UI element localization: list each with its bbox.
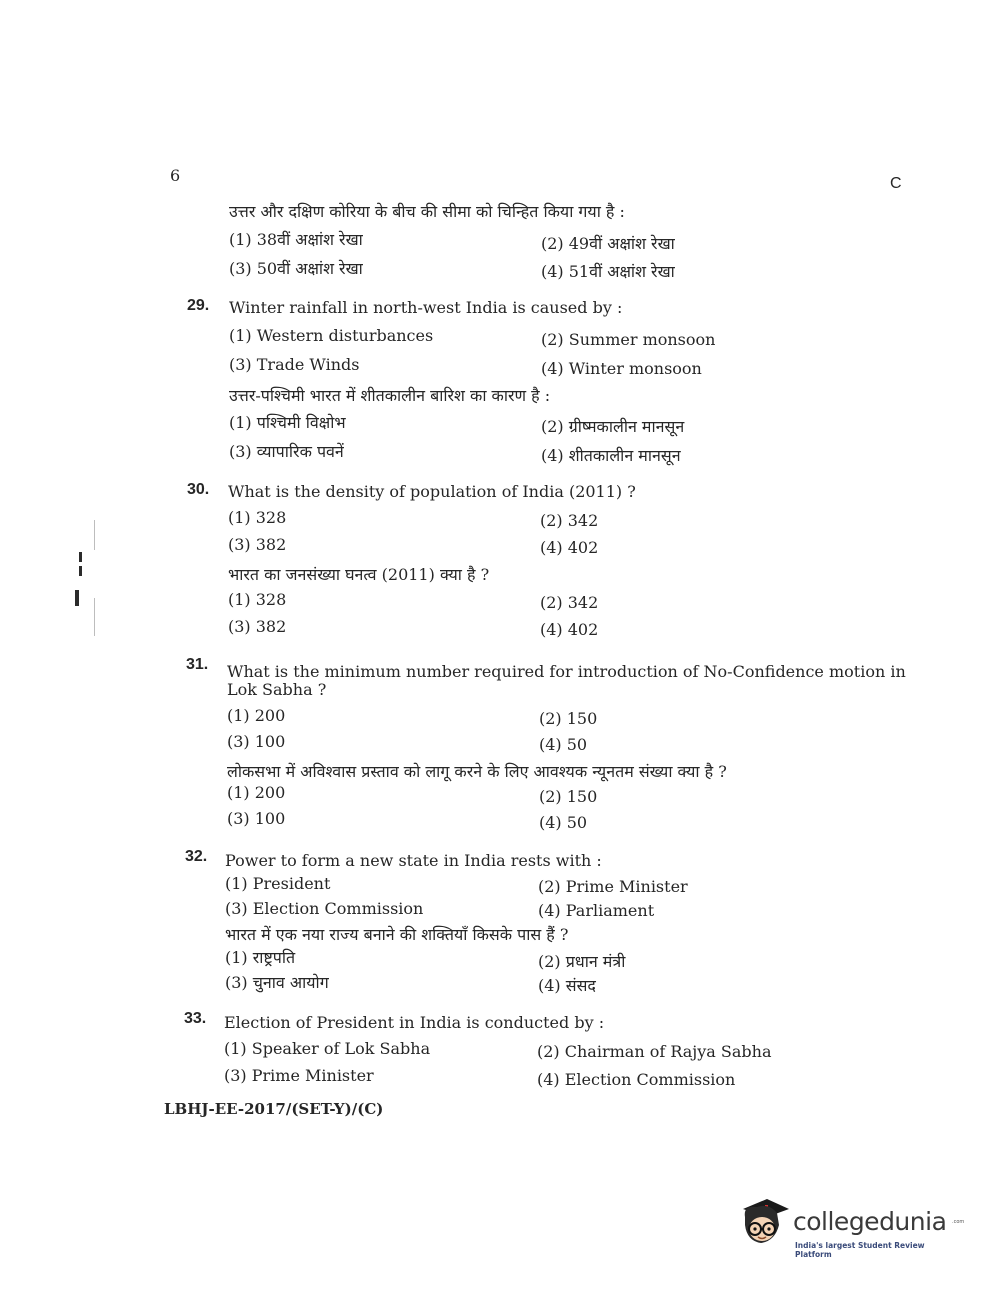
logo-domain-text: .com (952, 1219, 965, 1225)
q32-option-2: (2) Prime Minister (538, 877, 688, 896)
logo-brand-text: collegedunia (793, 1207, 947, 1236)
q32-hindi-option-4: (4) संसद (538, 976, 596, 995)
q33-option-3: (3) Prime Minister (224, 1066, 374, 1085)
q32-option-3: (3) Election Commission (225, 899, 424, 918)
q31-hindi-option-3: (3) 100 (227, 809, 286, 828)
q30-hindi-option-4: (4) 402 (540, 620, 599, 639)
q33-option-4: (4) Election Commission (537, 1070, 736, 1089)
q32-number: 32. (185, 848, 208, 865)
collegedunia-logo (735, 1195, 965, 1265)
q30-hindi-option-1: (1) 328 (228, 590, 287, 609)
scan-line (94, 598, 95, 636)
q31-option-3: (3) 100 (227, 732, 286, 751)
q30-hindi-option-2: (2) 342 (540, 593, 599, 612)
set-code: C (890, 175, 902, 192)
footer-code: LBHJ-EE-2017/(SET-Y)/(C) (164, 1100, 384, 1118)
q32-hindi-option-1: (1) राष्ट्रपति (225, 948, 296, 967)
q30-option-2: (2) 342 (540, 511, 599, 530)
page-number: 6 (170, 166, 181, 185)
q30-hindi-option-3: (3) 382 (228, 617, 287, 636)
q29-option-4: (4) Winter monsoon (541, 359, 702, 378)
q30-number: 30. (187, 481, 210, 498)
q28-hindi-option-3: (3) 50वीं अक्षांश रेखा (229, 259, 363, 278)
q29-hindi-option-4: (4) शीतकालीन मानसून (541, 446, 681, 465)
q28-hindi-text: उत्तर और दक्षिण कोरिया के बीच की सीमा को चिन्हित किया गया है : (229, 202, 625, 221)
q33-option-2: (2) Chairman of Rajya Sabha (537, 1042, 772, 1061)
q31-question-text-line-2: Lok Sabha ? (227, 680, 327, 699)
q33-question-text: Election of President in India is conducted by : (224, 1013, 605, 1032)
scan-line (94, 520, 95, 550)
scan-mark (79, 552, 82, 562)
logo-tagline: India's largest Student Review Platform (795, 1241, 925, 1259)
q33-number: 33. (184, 1010, 207, 1027)
q32-option-4: (4) Parliament (538, 901, 655, 920)
q31-hindi-text: लोकसभा में अविश्वास प्रस्ताव को लागू करने के लिए आवश्यक न्यूनतम संख्या क्या है ? (227, 762, 727, 781)
q32-hindi-option-3: (3) चुनाव आयोग (225, 973, 329, 992)
q31-hindi-option-1: (1) 200 (227, 783, 286, 802)
q31-hindi-option-2: (2) 150 (539, 787, 598, 806)
scan-mark (79, 566, 82, 576)
q28-hindi-option-4: (4) 51वीं अक्षांश रेखा (541, 262, 675, 281)
q28-hindi-option-1: (1) 38वीं अक्षांश रेखा (229, 230, 363, 249)
scan-mark (75, 590, 79, 606)
q31-option-4: (4) 50 (539, 735, 588, 754)
q31-option-1: (1) 200 (227, 706, 286, 725)
q32-option-1: (1) President (225, 874, 331, 893)
q29-hindi-option-1: (1) पश्चिमी विक्षोभ (229, 413, 346, 432)
q29-option-3: (3) Trade Winds (229, 355, 360, 374)
q29-hindi-option-2: (2) ग्रीष्मकालीन मानसून (541, 417, 685, 436)
q31-number: 31. (186, 656, 209, 673)
q31-question-text-line-1: What is the minimum number required for introduction of No-Confidence motion in (227, 662, 906, 681)
q32-hindi-option-2: (2) प्रधान मंत्री (538, 952, 626, 971)
q28-hindi-option-2: (2) 49वीं अक्षांश रेखा (541, 234, 675, 253)
q29-question-text: Winter rainfall in north-west India is caused by : (229, 298, 623, 317)
q29-hindi-text: उत्तर-पश्चिमी भारत में शीतकालीन बारिश का कारण है : (229, 386, 551, 405)
q29-option-2: (2) Summer monsoon (541, 330, 716, 349)
q30-question-text: What is the density of population of India (2011) ? (228, 482, 636, 501)
q30-hindi-text: भारत का जनसंख्या घनत्व (2011) क्या है ? (228, 565, 490, 584)
q32-question-text: Power to form a new state in India rests with : (225, 851, 602, 870)
q32-hindi-text: भारत में एक नया राज्य बनाने की शक्तियाँ किसके पास हैं ? (225, 925, 569, 944)
q29-number: 29. (187, 297, 210, 314)
q29-hindi-option-3: (3) व्यापारिक पवनें (229, 442, 344, 461)
q30-option-4: (4) 402 (540, 538, 599, 557)
q33-option-1: (1) Speaker of Lok Sabha (224, 1039, 431, 1058)
q31-hindi-option-4: (4) 50 (539, 813, 588, 832)
student-mascot-icon (735, 1195, 793, 1257)
q29-option-1: (1) Western disturbances (229, 326, 434, 345)
q31-option-2: (2) 150 (539, 709, 598, 728)
q30-option-1: (1) 328 (228, 508, 287, 527)
q30-option-3: (3) 382 (228, 535, 287, 554)
